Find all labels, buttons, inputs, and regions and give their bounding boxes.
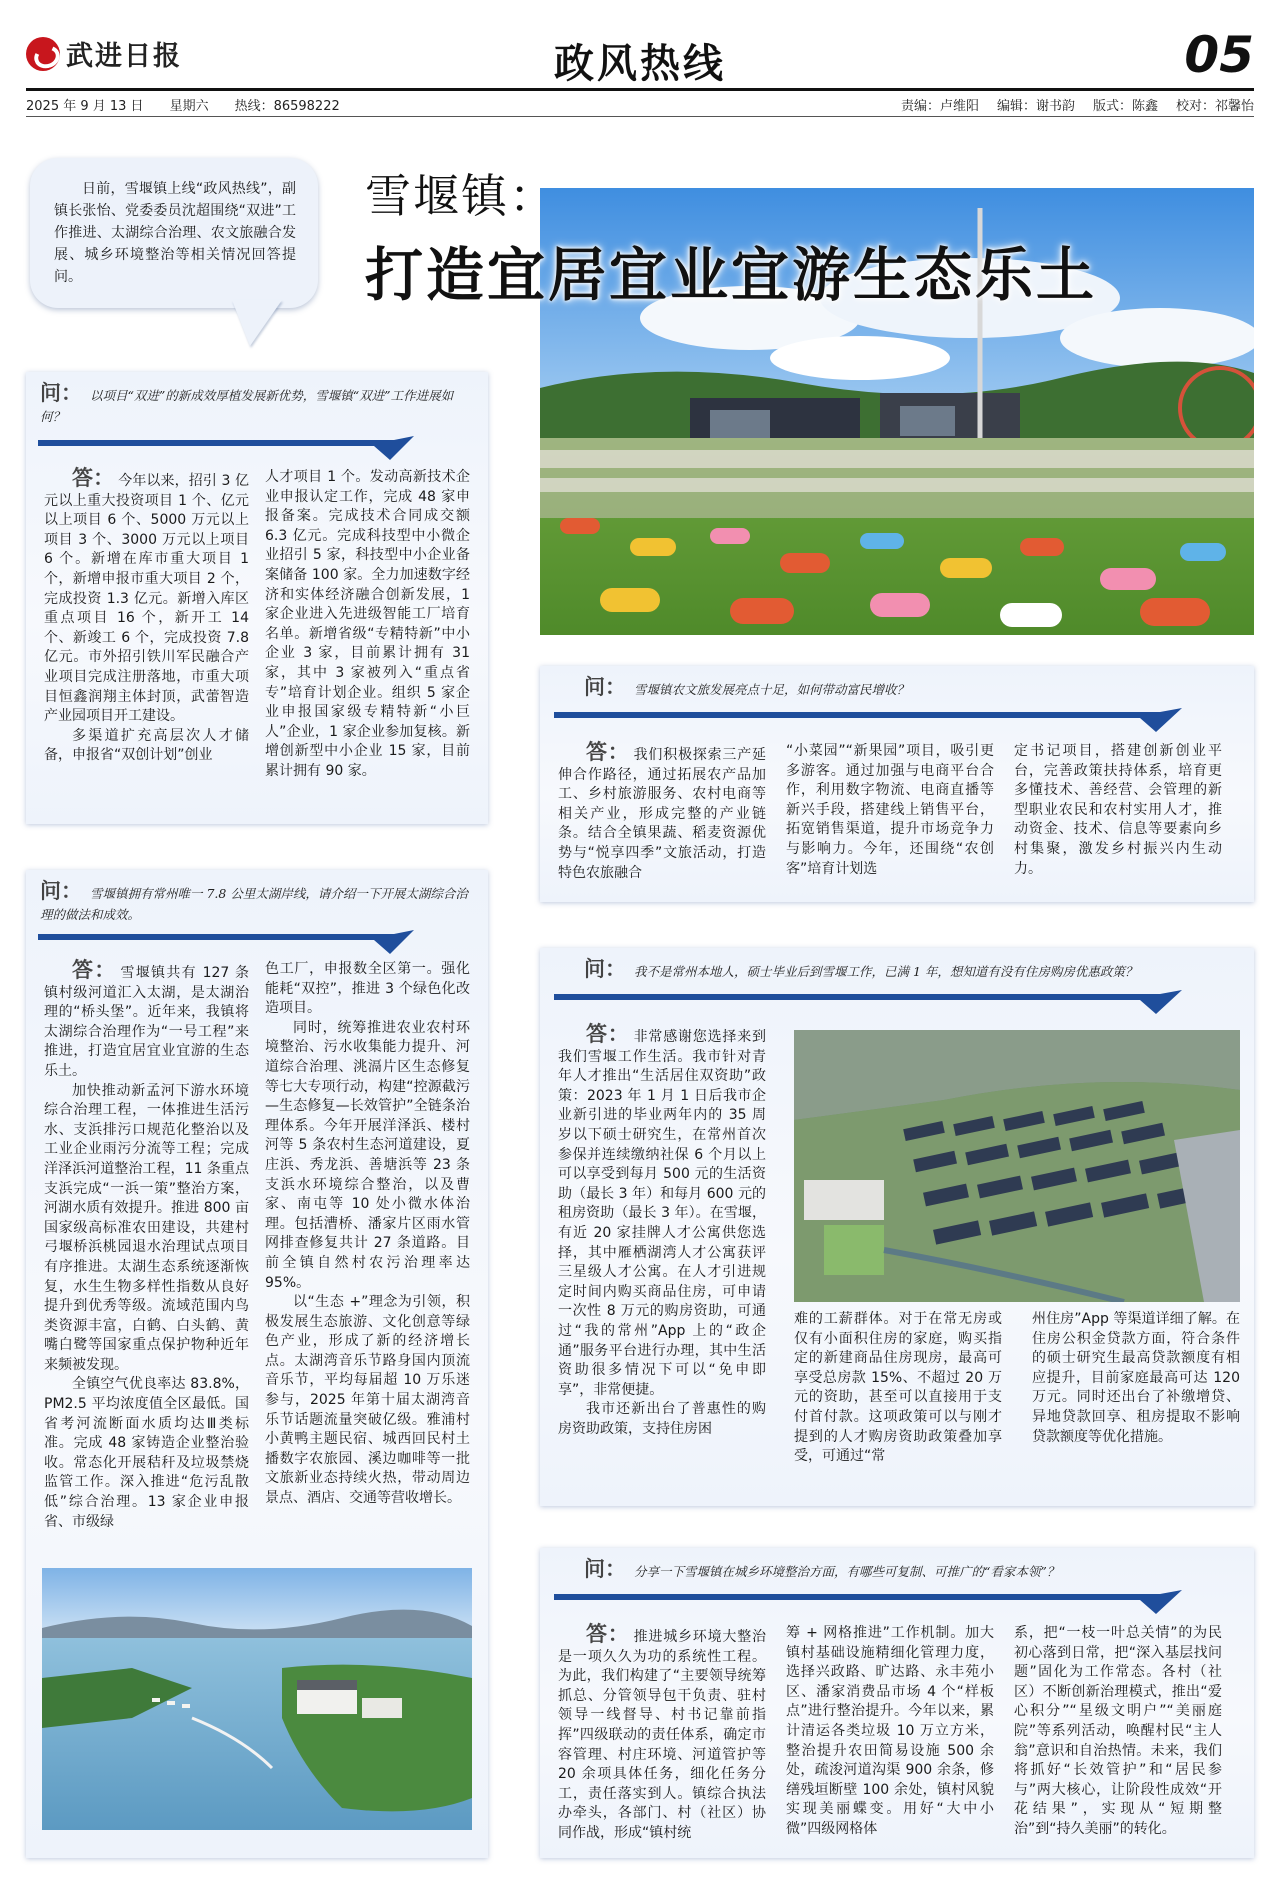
question-mark-label: 问： — [40, 380, 82, 405]
answer-text: 同时，统筹推进农业农村环境整治、污水收集能力提升、河道综合治理、洮滆片区生态修复等七大专项行动，构建“控源截污—生态修复—长效管护”全链条治理体系。今年开展洋泽浜、楼村河等 5 条农村生态河道建设，夏庄浜、秀龙浜、善塘浜等 23 条支浜水环境综合整治，以及曹家、南屯等 10 处小微水体治理。包括漕桥、潘家片区雨水管网排查修复共计 27 条道路。目前全镇自然村农污治理率达 95%。 — [265, 1019, 470, 1291]
answer-mark-label: 答： — [586, 739, 630, 764]
answer-4-col-2 — [794, 1310, 1002, 1467]
answer-2-col-1 — [44, 957, 250, 1532]
editor-credit: 责编：卢维阳 — [900, 99, 979, 114]
qa-panel-3 — [540, 666, 1254, 902]
question-text: 分享一下雪堰镇在城乡环境整治方面，有哪些可复制、可推广的“看家本领”？ — [634, 1564, 1060, 1579]
answer-text: 色工厂，申报数全区第一。强化能耗“双控”，推进 3 个绿色化改造项目。 — [265, 961, 470, 1017]
speech-bubble-tail — [232, 300, 282, 346]
blue-divider-arrow — [554, 1588, 1244, 1616]
answer-text: 推进城乡环境大整治是一项久久为功的系统性工程。为此，我们构建了“主要领导统筹抓总、分管领导包干负责、驻村领导一线督导、村书记靠前指挥”四级联动的责任体系，确定市容管理、村庄环境、河道管护等 20 余项具体任务，细化任务分工，责任落实到人。镇综合执法办牵头，各部门、村（社区）协同作战，形成“镇村统 — [558, 1629, 767, 1841]
info-rule — [26, 116, 1254, 117]
question-text: 我不是常州本地人，硕士毕业后到雪堰工作，已满 1 年，想知道有没有住房购房优惠政策？ — [634, 964, 1138, 979]
headline-kicker: 雪堰镇： — [365, 169, 557, 223]
masthead — [26, 18, 1254, 88]
intro-text: 日前，雪堰镇上线“政风热线”，副镇长张怡、党委委员沈超围绕“双进”工作推进、太湖综合治理、农文旅融合发展、城乡环境整治等相关情况回答提问。 — [54, 181, 296, 285]
answer-text: 全镇空气优良率达 83.8%，PM2.5 平均浓度值全区最低。国省考河流断面水质均达Ⅲ类标准。完成 48 家铸造企业整治验收。常态化开展秸秆及垃圾禁烧监管工作。深入推进“危污乱散低”综合治理。13 家企业申报省、市级绿 — [44, 1376, 249, 1530]
question-2 — [40, 880, 474, 925]
blue-divider-arrow — [38, 434, 476, 462]
answer-mark-label: 答： — [72, 465, 115, 490]
answer-5-col-3 — [1014, 1624, 1222, 1844]
page-number: 05 — [1184, 26, 1254, 84]
masthead-rule — [26, 88, 1254, 91]
question-3 — [584, 676, 1240, 700]
answer-text: 多渠道扩充高层次人才储备，申报省“双创计划”创业 — [44, 727, 249, 764]
headline-main: 打造宜居宜业宜游生态乐土 — [365, 241, 1098, 309]
answer-text: 以“生态 +”理念为引领，积极发展生态旅游、文化创意等绿色产业，形成了新的经济增长点。太湖湾音乐节路身国内顶流音乐节，平均每届超 10 万乐迷参与，2025 年第十届太湖湾音乐节话题流量突破亿级。雅浦村小黄鸭主题民宿、城西回民村土播数字农旅园、溪边咖啡等一批文旅新业态持续火热，带动周边景点、酒店、交通等营收增长。 — [265, 1294, 470, 1507]
logo-text: 武进日报 — [66, 41, 182, 72]
issue-date: 2025 年 9 月 13 日 — [26, 99, 144, 114]
lake-photo — [42, 1568, 472, 1830]
info-bar — [26, 93, 1254, 113]
answer-text: 我们积极探索三产延伸合作路径，通过拓展农产品加工、乡村旅游服务、农村电商等相关产业，形成完整的产业链条。结合全镇果蔬、稻麦资源优势与“悦享四季”文旅活动，打造特色农旅融合 — [558, 747, 767, 881]
question-mark-label: 问： — [584, 956, 626, 981]
answer-text: 系，把“一枝一叶总关情”的为民初心落到日常，把“深入基层找问题”固化为工作常态。各村（社区）不断创新治理模式，推出“爱心积分”“星级文明户”“美丽庭院”等系列活动，唤醒村民“主人翁”意识和自治热情。未来，我们将抓好“长效管护”和“居民参与”两大核心，让阶段性成效“开花结果”，实现从“短期整治”到“持久美丽”的转化。 — [1014, 1625, 1222, 1837]
proof-credit: 校对：祁馨怡 — [1175, 99, 1254, 114]
answer-mark-label: 答： — [72, 957, 117, 982]
answer-1-col-2 — [265, 468, 470, 782]
answer-text: 今年以来，招引 3 亿元以上重大投资项目 1 个、亿元以上项目 6 个、5000 万元以上项目 3 个、3000 万元以上项目 6 个。新增在库市重大项目 1 个，新增申报市重大项目 2 个，完成投资 1.3 亿元。新增入库区重点项目 16 个，新开工 14 个、新竣工 6 个，完成投资 7.8 亿元。市外招引铁川军民融合产业项目完成注册落地，市重大项目恒鑫润翔主体封顶，武蕾智造产业园项目开工建设。 — [44, 473, 249, 725]
question-5 — [584, 1558, 1240, 1582]
answer-4-col-1 — [558, 1021, 767, 1439]
copyeditor-credit: 编辑：谢书韵 — [996, 99, 1075, 114]
question-text: 雪堰镇农文旅发展亮点十足，如何带动富民增收？ — [634, 682, 910, 697]
intro-bubble — [30, 158, 318, 308]
question-1 — [40, 382, 474, 427]
answer-2-col-2 — [265, 960, 470, 1532]
answer-3-col-2 — [786, 742, 994, 883]
question-mark-label: 问： — [40, 878, 82, 903]
answer-text: 非常感谢您选择来到我们雪堰工作生活。我市针对青年人才推出“生活居住双资助”政策：2023 年 1 月 1 日后我市企业新引进的毕业两年内的 35 周岁以下硕士研究生，在常州首次参保并连续缴纳社保 6 个月以上可以享受到每月 500 元的生活资助（最长 3 年）和每月 600 元的租房资助（最长 3 年）。在雪堰，有近 20 家挂牌人才公寓供您选择，其中雁栖湖湾人才公寓获评三星级人才公寓。在人才引进规定时间内购买商品住房，可申请一次性 8 万元的购房资助，可通过“我的常州”App 上的“政企通”服务平台进行办理，其中生活资助很多情况下可以“免申即享”，非常便捷。 — [558, 1029, 767, 1398]
answer-5-col-2 — [786, 1624, 994, 1844]
qa-panel-2 — [26, 870, 488, 1858]
section-title: 政风热线 — [554, 41, 726, 87]
answer-mark-label: 答： — [586, 1621, 630, 1646]
issue-weekday: 星期六 — [169, 99, 209, 114]
answer-text: “小菜园”“新果园”项目，吸引更多游客。通过加强与电商平台合作，利用数字物流、电商直播等新兴手段，搭建线上销售平台，拓宽销售渠道，提升市场竞争力与影响力。今年，还围绕“农创客”培育计划选 — [786, 743, 994, 877]
qa-panel-1 — [26, 372, 488, 824]
housing-aerial-photo — [794, 1030, 1240, 1302]
answer-1-col-1 — [44, 465, 249, 782]
qa-panel-5 — [540, 1548, 1254, 1858]
question-text: 雪堰镇拥有常州唯一 7.8 公里太湖岸线，请介绍一下开展太湖综合治理的做法和成效。 — [40, 886, 468, 922]
question-mark-label: 问： — [584, 1556, 626, 1581]
answer-text: 难的工薪群体。对于在常无房或仅有小面积住房的家庭，购买指定的新建商品住房现房，最高可享受总房款 15%、不超过 20 万元的资助，甚至可以直接用于支付首付款。这项政策可以与刚才提到的人才购房资助政策叠加享受，可通过“常 — [794, 1311, 1002, 1465]
question-mark-label: 问： — [584, 674, 626, 699]
answer-3-col-1 — [558, 739, 767, 883]
question-text: 以项目“双进”的新成效厚植发展新优势，雪堰镇“双进”工作进展如何？ — [40, 388, 454, 424]
blue-divider-arrow — [554, 706, 1244, 734]
answer-text: 定书记项目，搭建创新创业平台，完善政策扶持体系，培育更多懂技术、善经营、会管理的新型职业农民和农村实用人才，推动资金、技术、信息等要素向乡村集聚，激发乡村振兴内生动力。 — [1014, 743, 1222, 877]
answer-4-col-3 — [1032, 1310, 1240, 1467]
answer-text: 州住房”App 等渠道详细了解。在住房公积金贷款方面，符合条件的硕士研究生最高贷款额度有相应提升，目前家庭最高可达 120 万元。同时还出台了补缴增贷、异地贷款回享、租房提取不影响贷款额度等优化措施。 — [1032, 1311, 1240, 1445]
question-4 — [584, 958, 1240, 982]
blue-divider-arrow — [38, 928, 476, 956]
answer-text: 人才项目 1 个。发动高新技术企业申报认定工作，完成 48 家申报备案。完成技术合同成交额 6.3 亿元。完成科技型中小微企业招引 5 家，科技型中小企业备案储备 100 家。全力加速数字经济和实体经济融合创新发展，1 家企业进入先进级智能工厂培育名单。新增省级“专精特新”中小企业 3 家，目前累计拥有 31 家，其中 3 家被列入“重点省专”培育计划企业。组织 5 家企业申报国家级专精特新“小巨人”企业，1 家企业参加复核。新增创新型中小企业 15 家，目前累计拥有 90 家。 — [265, 469, 470, 779]
blue-divider-arrow — [554, 988, 1244, 1016]
answer-mark-label: 答： — [586, 1021, 630, 1046]
layout-credit: 版式：陈鑫 — [1092, 99, 1158, 114]
answer-text: 加快推动新孟河下游水环境综合治理工程，一体推进生活污水、支浜排污口规范化整治以及工业企业雨污分流等工程；完成洋泽浜河道整治工程，11 条重点支浜完成“一浜一策”整治方案，河湖水质有效提升。推进 800 亩国家级高标准农田建设，共建村弓堰桥浜桃园退水治理试点项目有序推进。太湖生态系统逐渐恢复，水生生物多样性指数从良好提升到优秀等级。流域范围内鸟类资源丰富，白鹤、白头鹤、黄嘴白鹭等国家重点保护物种近年来频被发现。 — [44, 1082, 249, 1373]
answer-text: 筹 + 网格推进”工作机制。加大镇村基础设施精细化管理力度，选择兴政路、旷达路、永丰苑小区、潘家消费品市场 4 个“样板点”进行整治提升。今年以来，累计清运各类垃圾 10 万立方米，整治提升农田简易设施 500 余处，疏浚河道沟渠 900 余条，修缮残垣断壁 100 余处，镇村风貌实现美丽蝶变。用好“大中小微”四级网格体 — [786, 1625, 994, 1837]
answer-text: 雪堰镇共有 127 条镇村级河道汇入太湖，是太湖治理的“桥头堡”。近年来，我镇将太湖综合治理作为“一号工程”来推进，打造宜居宜业宜游的生态乐土。 — [44, 965, 250, 1079]
answer-text: 我市还新出台了普惠性的购房资助政策，支持住房困 — [558, 1401, 766, 1437]
hotline: 热线：86598222 — [234, 99, 340, 114]
answer-5-col-1 — [558, 1621, 767, 1844]
answer-3-col-3 — [1014, 742, 1222, 883]
qa-panel-4 — [540, 948, 1254, 1506]
